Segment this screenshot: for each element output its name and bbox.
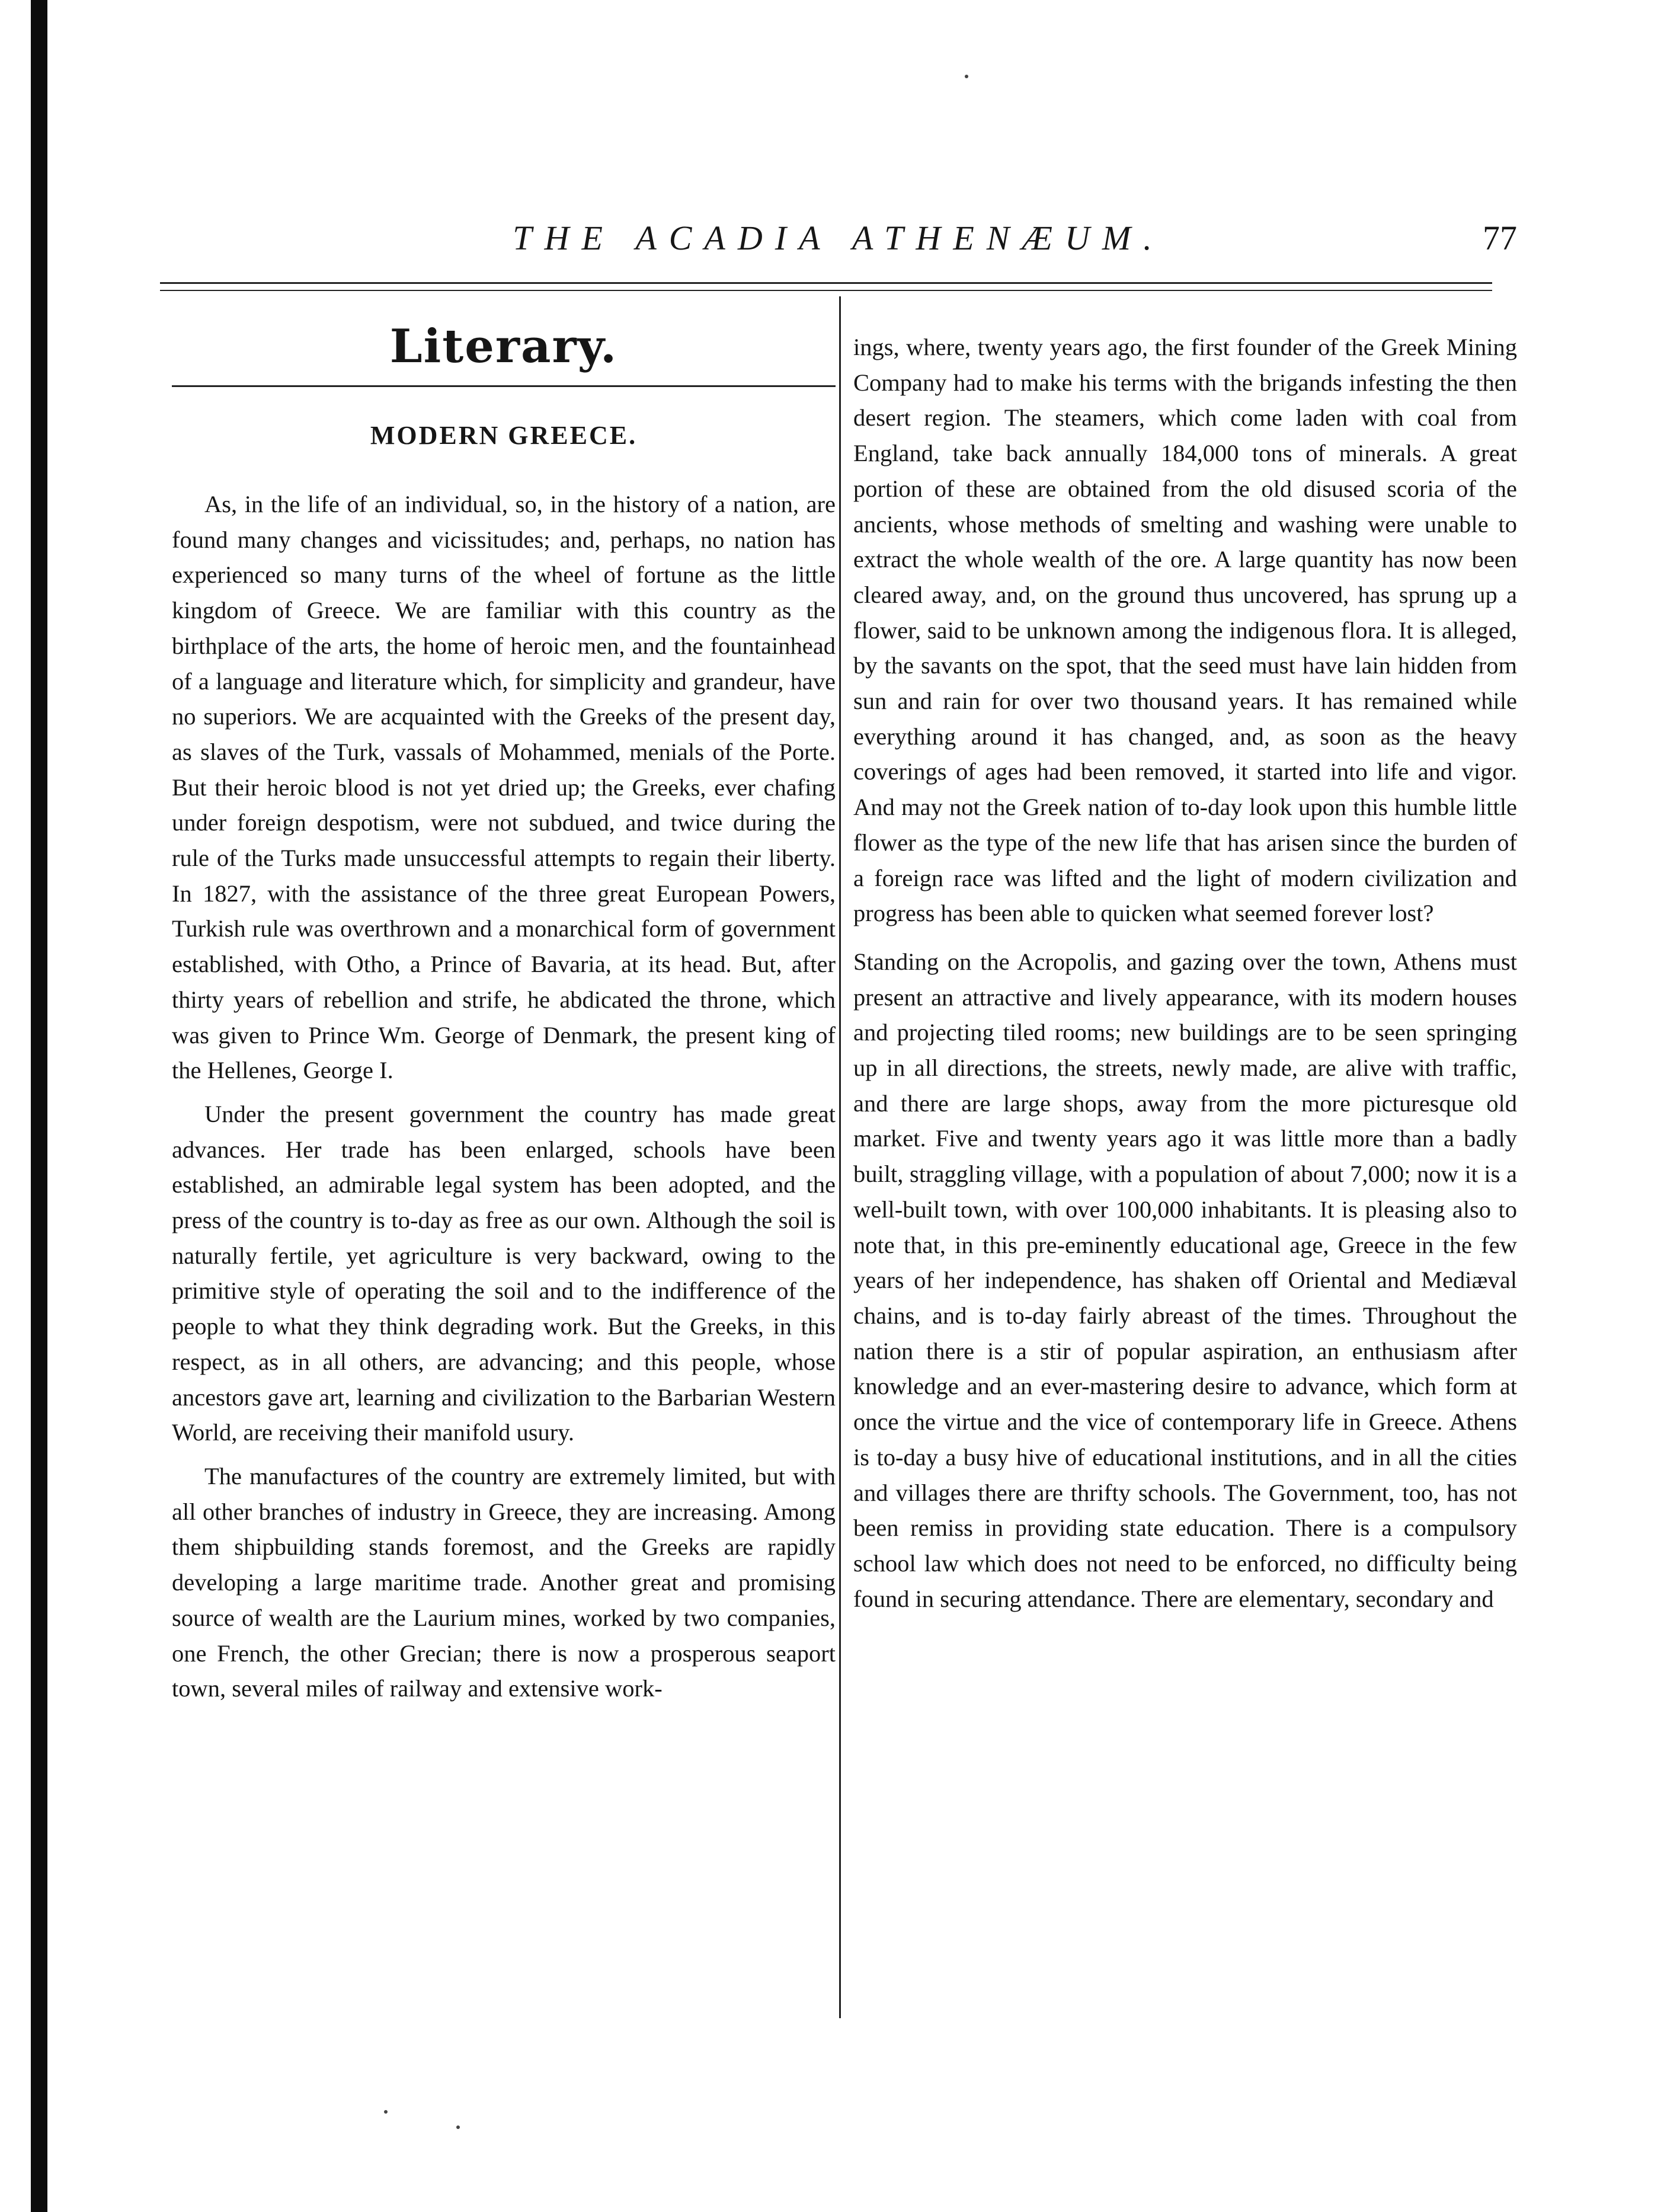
header-rule-bottom	[160, 290, 1492, 291]
print-speck	[384, 2110, 388, 2114]
right-column	[853, 330, 1517, 1616]
page-binding-edge	[31, 0, 47, 2212]
article-paragraph: The manufactures of the country are extremely limited, but with all other branches of industry in Greece, they are increasing. Among them shipbuilding stands foremost, and the Greeks are rapidly developing a large maritime trade. Another great and promising source of wealth are the Laurium mines, worked by two companies, one French, the other Grecian; there is now a prosperous seaport town, several miles of railway and extensive work-	[172, 1462, 836, 1702]
running-head	[160, 218, 1517, 271]
left-column	[172, 314, 836, 1706]
article-paragraph: Under the present government the country has made great advances. Her trade has been enlarged, schools have been established, an admirable legal system has been adopted, and the press of the country is to-day as free as our own. Although the soil is naturally fertile, yet agriculture is very backward, owing to the primitive style of operating the soil and to the indifference of the people to what they think degrading work. But the Greeks, in this respect, as in all others, are advancing; and this people, whose ancestors gave art, learning and civilization to the Barbarian Western World, are receiving their manifold usury.	[172, 1100, 836, 1446]
column-divider	[839, 296, 841, 2018]
section-rule	[172, 385, 836, 387]
section-heading: Literary.	[389, 319, 618, 373]
page-number: 77	[1483, 219, 1517, 257]
article-paragraph: ings, where, twenty years ago, the first founder of the Greek Mining Company had to make his terms with the brigands infesting the then desert region. The steamers, which come laden with coal from England, take back annually 184,000 tons of minerals. A great portion of these are obtained from the old disused scoria of the ancients, whose methods of smelting and washing were unable to extract the whole wealth of the ore. A large quantity has now been cleared away, and, on the ground thus uncovered, has sprung up a flower, said to be unknown among the indigenous flora. It is alleged, by the savants on the spot, that the seed must have lain hidden from sun and rain for over two thousand years. It has remained while everything around it has changed, and, as soon as the heavy coverings of ages had been removed, it started into life and vigor. And may not the Greek nation of to-day look upon this humble little flower as the type of the new life that has arisen since the burden of a foreign race was lifted and the light of modern civilization and progress has been able to quicken what seemed forever lost?	[853, 334, 1517, 927]
print-speck	[456, 2125, 460, 2129]
article-paragraph: Standing on the Acropolis, and gazing over the town, Athens must present an attractive and lively appearance, with its modern houses and projecting tiled rooms; new buildings are to be seen springing up in all directions, the streets, newly made, are alive with traffic, and there are large shops, away from the more picturesque old market. Five and twenty years ago it was little more than a badly built, straggling village, with a population of about 7,000; now it is a well-built town, with over 100,000 inhabitants. It is pleasing also to note that, in this pre-eminently educational age, Greece in the few years of her independence, has shaken off Oriental and Mediæval chains, and is to-day fairly abreast of the times. Throughout the nation there is a stir of popular aspiration, an enthusiasm after knowledge and an ever-mastering desire to advance, which form at once the virtue and the vice of contemporary life in Greece. Athens is to-day a busy hive of educational institutions, and in all the cities and villages there are thrifty schools. The Government, too, has not been remiss in providing state education. There is a compulsory school law which does not need to be enforced, no difficulty being found in securing attendance. There are elementary, secondary and	[853, 948, 1517, 1612]
journal-title: THE ACADIA ATHENÆUM.	[513, 219, 1164, 257]
print-speck	[965, 75, 968, 78]
article-title: MODERN GREECE.	[370, 421, 638, 450]
header-rule-top	[160, 282, 1492, 284]
article-paragraph: As, in the life of an individual, so, in the history of a nation, are found many changes and vicissitudes; and, perhaps, no nation has experienced so many turns of the wheel of fortune as the little kingdom of Greece. We are familiar with this country as the birthplace of the arts, the home of heroic men, and the fountainhead of a language and literature which, for simplicity and grandeur, have no superiors. We are acquainted with the Greeks of the present day, as slaves of the Turk, vassals of Mohammed, menials of the Porte. But their heroic blood is not yet dried up; the Greeks, ever chafing under foreign despotism, were not subdued, and twice during the rule of the Turks made unsuccessful attempts to regain their liberty. In 1827, with the assistance of the three great European Powers, Turkish rule was overthrown and a monarchical form of government established, with Otho, a Prince of Bavaria, at its head. But, after thirty years of rebellion and strife, he abdicated the throne, which was given to Prince Wm. George of Denmark, the present king of the Hellenes, George I.	[172, 491, 836, 1084]
